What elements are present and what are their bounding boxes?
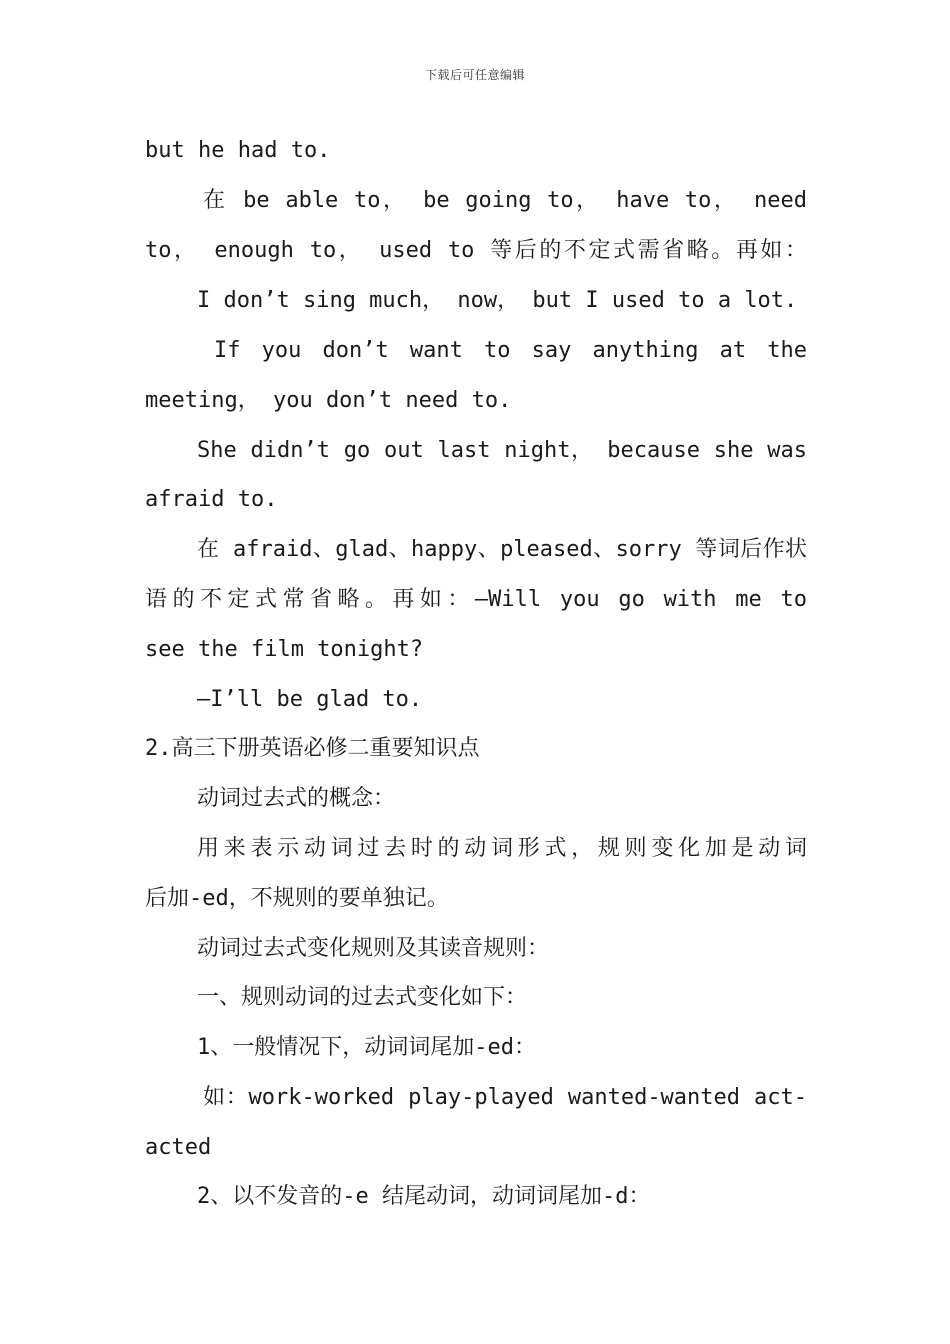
text-line-10: 语的不定式常省略。再如：—Will you go with me to <box>145 587 807 612</box>
text-line-5: If you don’t want to say anything at the <box>214 338 807 363</box>
text-line-20: 如：work-worked play-played wanted-wanted act- <box>203 1085 807 1110</box>
text-line-21: acted <box>145 1135 212 1160</box>
text-line-17: 动词过去式变化规则及其读音规则： <box>197 936 550 961</box>
text-line-9: 在 afraid、glad、happy、pleased、sorry 等词后作状 <box>197 537 807 562</box>
page-header: 下载后可任意编辑 <box>424 68 525 82</box>
text-line-14: 动词过去式的概念： <box>197 786 396 811</box>
text-line-19: 1、一般情况下，动词词尾加-ed： <box>197 1035 536 1060</box>
text-line-4: I don’t sing much， now， but I used to a lot. <box>197 288 798 313</box>
text-line-1: but he had to. <box>145 138 331 163</box>
text-line-7: She didn’t go out last night， because she was <box>197 438 807 463</box>
text-line-15: 用来表示动词过去时的动词形式，规则变化加是动词 <box>197 836 807 861</box>
text-line-22: 2、以不发音的-e 结尾动词，动词词尾加-d： <box>197 1184 651 1209</box>
text-line-6: meeting， you don’t need to. <box>145 388 512 413</box>
text-line-12: —I’ll be glad to. <box>197 687 423 712</box>
text-line-11: see the film tonight? <box>145 637 424 662</box>
text-line-3: to， enough to， used to 等后的不定式需省略。再如： <box>145 238 807 263</box>
text-line-16: 后加-ed，不规则的要单独记。 <box>145 886 449 911</box>
text-line-18: 一、规则动词的过去式变化如下： <box>197 985 528 1010</box>
text-line-2: 在 be able to， be going to， have to， need <box>203 188 807 213</box>
section-heading: 2.高三下册英语必修二重要知识点 <box>145 736 480 761</box>
text-line-8: afraid to. <box>145 487 278 512</box>
